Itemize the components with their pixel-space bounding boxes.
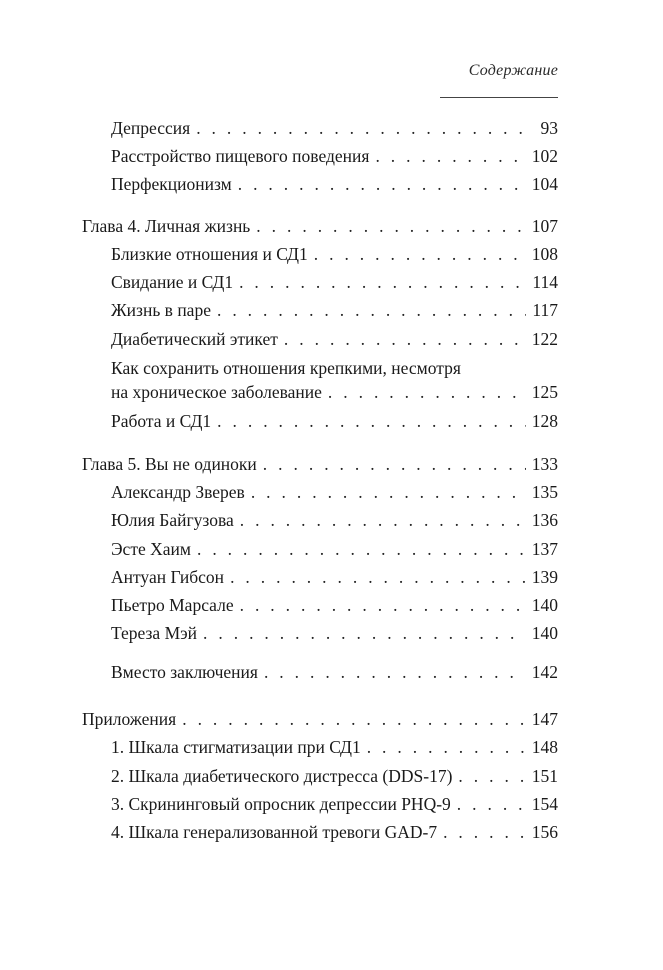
toc-entry-page: 122 bbox=[531, 329, 558, 349]
dot-leader bbox=[196, 117, 534, 139]
toc-entry-page: 156 bbox=[531, 822, 558, 842]
dot-leader bbox=[367, 736, 526, 758]
toc-entry bbox=[111, 243, 558, 265]
toc-entry-page: 154 bbox=[531, 794, 558, 814]
toc-entry-page: 142 bbox=[531, 662, 558, 682]
dot-leader bbox=[182, 708, 526, 730]
toc-entry-title: Эсте Хаим bbox=[111, 539, 191, 559]
toc-entry-title: Близкие отношения и СД1 bbox=[111, 244, 308, 264]
dot-leader bbox=[238, 173, 526, 195]
toc-entry bbox=[111, 271, 558, 293]
toc-entry-title: Приложения bbox=[82, 709, 177, 729]
toc-entry-title: Юлия Байгузова bbox=[111, 510, 234, 530]
dot-leader bbox=[203, 622, 526, 644]
toc-entry-page: 136 bbox=[531, 510, 558, 530]
toc-entry bbox=[111, 736, 558, 758]
toc-entry-title: 3. Скрининговый опросник депрессии PHQ-9 bbox=[111, 794, 451, 814]
toc-entry bbox=[111, 821, 558, 843]
toc-entry-title: Пьетро Марсале bbox=[111, 595, 234, 615]
dot-leader bbox=[263, 453, 526, 475]
dot-leader bbox=[256, 215, 525, 237]
dot-leader bbox=[251, 481, 526, 503]
toc-entry-title: Глава 4. Личная жизнь bbox=[82, 216, 251, 236]
toc-entry-title: Перфекционизм bbox=[111, 174, 232, 194]
toc-entry-page: 107 bbox=[531, 216, 558, 236]
toc-entry-page: 104 bbox=[531, 174, 558, 194]
toc-entry bbox=[111, 381, 558, 403]
toc-entry-title: 4. Шкала генерализованной тревоги GAD-7 bbox=[111, 822, 438, 842]
toc-entry-title: Свидание и СД1 bbox=[111, 272, 234, 292]
toc-entry-page: 117 bbox=[532, 300, 558, 320]
toc-entry-title: Тереза Мэй bbox=[111, 623, 198, 643]
toc-entry-title: 2. Шкала диабетического дистресса (DDS-17) bbox=[111, 766, 453, 786]
toc-entry bbox=[111, 145, 558, 167]
toc-entry-title: Александр Зверев bbox=[111, 482, 245, 502]
dot-leader bbox=[458, 765, 525, 787]
toc-entry-page: 151 bbox=[531, 766, 558, 786]
toc-entry-title: на хроническое заболевание bbox=[111, 382, 322, 402]
toc-entry bbox=[111, 661, 558, 683]
toc-entry-page: 147 bbox=[531, 709, 558, 729]
toc-entry-page: 140 bbox=[531, 595, 558, 615]
toc-entry-page: 135 bbox=[531, 482, 558, 502]
toc-entry bbox=[111, 410, 558, 432]
toc-entry-title: Диабетический этикет bbox=[111, 329, 278, 349]
toc-entry-page: 108 bbox=[531, 244, 558, 264]
toc-entry-title: 1. Шкала стигматизации при СД1 bbox=[111, 737, 361, 757]
toc-chapter-entry bbox=[82, 453, 558, 475]
toc-chapter-entry bbox=[82, 708, 558, 730]
dot-leader bbox=[443, 821, 526, 843]
dot-leader bbox=[217, 410, 526, 432]
toc-entry bbox=[111, 793, 558, 815]
dot-leader bbox=[239, 271, 526, 293]
toc-entry-title: Депрессия bbox=[111, 118, 191, 138]
dot-leader bbox=[240, 594, 526, 616]
toc-entry-page: 102 bbox=[531, 146, 558, 166]
toc-entry bbox=[111, 622, 558, 644]
dot-leader bbox=[375, 145, 525, 167]
toc-entry-page: 93 bbox=[540, 118, 558, 138]
toc-entry-page: 128 bbox=[531, 411, 558, 431]
toc-entry-page: 137 bbox=[531, 539, 558, 559]
running-head: Содержание bbox=[468, 62, 558, 79]
toc-entry bbox=[111, 509, 558, 531]
toc-entry bbox=[111, 566, 558, 588]
toc-entry-title: Жизнь в паре bbox=[111, 300, 211, 320]
toc-entry bbox=[111, 765, 558, 787]
dot-leader bbox=[457, 793, 526, 815]
dot-leader bbox=[197, 538, 526, 560]
toc-entry bbox=[111, 299, 558, 321]
toc-entry-title: Вместо заключения bbox=[111, 662, 258, 682]
toc-entry bbox=[111, 594, 558, 616]
toc-entry-title: Антуан Гибсон bbox=[111, 567, 225, 587]
dot-leader bbox=[240, 509, 526, 531]
toc-entry bbox=[111, 117, 558, 139]
toc-entry-title: Расстройство пищевого поведения bbox=[111, 146, 370, 166]
toc-entry-page: 114 bbox=[532, 272, 558, 292]
dot-leader bbox=[284, 328, 526, 350]
toc-entry bbox=[111, 538, 558, 560]
toc-entry-page: 148 bbox=[531, 737, 558, 757]
toc-entry bbox=[111, 328, 558, 350]
dot-leader bbox=[230, 566, 526, 588]
toc-entry bbox=[111, 173, 558, 195]
toc-entry-page: 139 bbox=[531, 567, 558, 587]
toc-entry-title-line1: Как сохранить отношения крепкими, несмотря bbox=[111, 358, 461, 378]
toc-entry-title: Работа и СД1 bbox=[111, 411, 212, 431]
dot-leader bbox=[217, 299, 526, 321]
toc-entry-page: 125 bbox=[531, 382, 558, 402]
toc-chapter-entry bbox=[82, 215, 558, 237]
toc-entry bbox=[111, 481, 558, 503]
dot-leader bbox=[328, 381, 526, 403]
toc-entry-page: 133 bbox=[531, 454, 558, 474]
toc-entry-page: 140 bbox=[531, 623, 558, 643]
toc-entry-title: Глава 5. Вы не одиноки bbox=[82, 454, 257, 474]
dot-leader bbox=[264, 661, 526, 683]
dot-leader bbox=[314, 243, 526, 265]
